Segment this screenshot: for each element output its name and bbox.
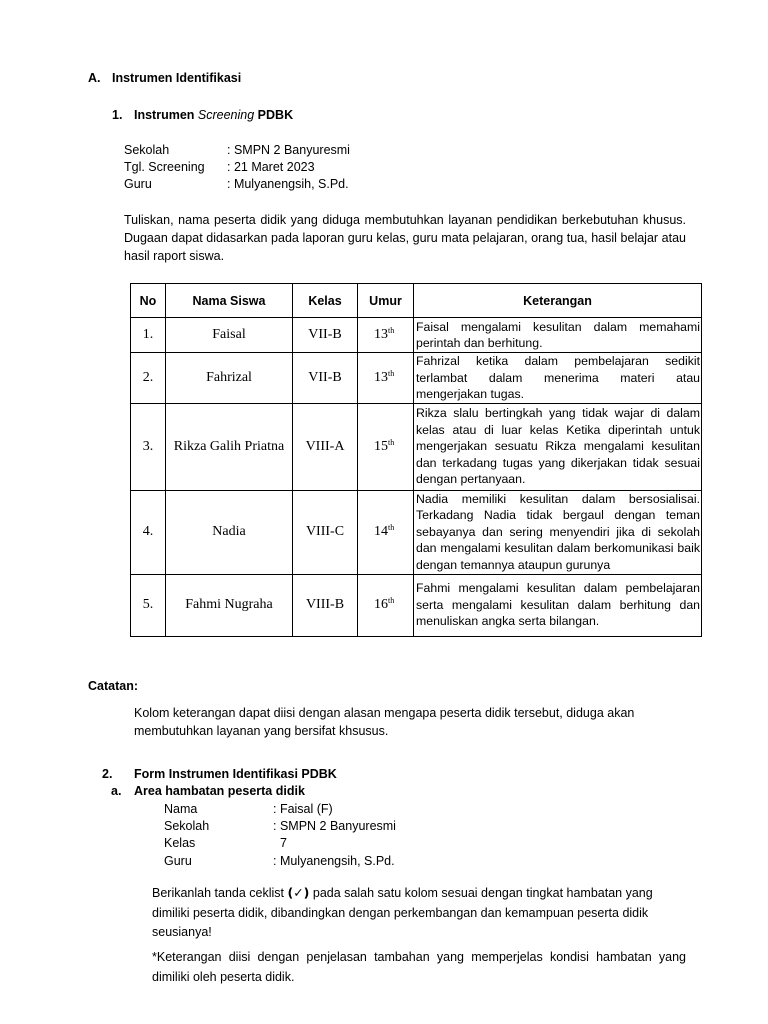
check-mark-icon: (✓) xyxy=(287,885,310,900)
item1-title xyxy=(134,107,293,123)
item2-title: Form Instrumen Identifikasi PDBK xyxy=(134,767,337,781)
item1-title-prefix: Instrumen xyxy=(134,108,198,122)
item2-number: 2. xyxy=(102,767,113,781)
cell-kelas: VII-B xyxy=(293,318,358,353)
info2-label-sekolah: Sekolah xyxy=(164,819,210,833)
info2-label-nama: Nama xyxy=(164,802,198,816)
cell-keterangan: Fahrizal ketika dalam pembelajaran sedikit terlambat dalam menerima materi atau mengerjakan tugas. xyxy=(414,353,702,404)
checklist-text-after: pada salah satu kolom sesuai dengan tingkat hambatan yang dimiliki peserta didik, dibandingkan dengan perkembangan dan kemampuan peserta didik seusianya! xyxy=(152,886,653,939)
cell-nama: Nadia xyxy=(166,490,293,574)
umur-suffix: th xyxy=(388,437,395,447)
catatan-text: Kolom keterangan dapat diisi dengan alasan mengapa peserta didik tersebut, diduga akan membutuhkan layanan yang bersifat khsusus. xyxy=(134,706,635,738)
table-row xyxy=(131,574,702,636)
umur-value: 14 xyxy=(374,524,388,539)
cell-no: 5. xyxy=(131,574,166,636)
umur-suffix: th xyxy=(388,368,395,378)
keterangan-note: *Keterangan diisi dengan penjelasan tambahan yang memperjelas kondisi hambatan yang dimiliki oleh peserta didik. xyxy=(152,950,686,984)
cell-nama: Fahmi Nugraha xyxy=(166,574,293,636)
instruction-paragraph: Tuliskan, nama peserta didik yang diduga membutuhkan layanan pendidikan berkebutuhan khusus. Dugaan dapat didasarkan pada laporan guru kelas, guru mata pelajaran, orang tua, hasil belajar atau hasil raport siswa. xyxy=(124,213,686,263)
cell-kelas: VIII-A xyxy=(293,403,358,490)
header-umur: Umur xyxy=(358,284,414,318)
umur-suffix: th xyxy=(388,596,395,605)
info1-label-tgl: Tgl. Screening xyxy=(124,160,205,174)
umur-value: 13 xyxy=(374,327,388,342)
item1-number: 1. xyxy=(112,108,123,122)
cell-umur xyxy=(358,574,414,636)
screening-table xyxy=(130,283,702,637)
cell-nama: Faisal xyxy=(166,318,293,353)
cell-keterangan: Rikza slalu bertingkah yang tidak wajar di dalam kelas atau di luar kelas Ketika diperintah untuk mengerjakan sesuatu Rikza mengalami kesulitan dan terkadang tugas yang dikerjakan tidak sesuai dengan pertanyaan. xyxy=(414,403,702,490)
info2-label-kelas: Kelas xyxy=(164,836,196,850)
header-no: No xyxy=(131,284,166,318)
cell-keterangan: Nadia memiliki kesulitan dalam bersosialisai. Terkadang Nadia tidak bergaul dengan teman sebayanya dan sering menyendiri jika di sekolah dan mengalami kesulitan dalam berkomunikasi baik dengan temannya ataupun gurunya xyxy=(414,490,702,574)
item1-title-italic: Screening xyxy=(197,108,255,122)
cell-umur xyxy=(358,403,414,490)
header-keterangan: Keterangan xyxy=(414,284,702,318)
cell-no: 3. xyxy=(131,403,166,490)
umur-value: 13 xyxy=(374,369,388,385)
info2-value-kelas: 7 xyxy=(273,836,287,850)
info1-label-guru: Guru xyxy=(124,177,152,191)
umur-suffix: th xyxy=(388,523,395,532)
section-a-letter: A. xyxy=(88,71,101,85)
table-row xyxy=(131,403,702,490)
checklist-instruction xyxy=(152,883,686,943)
umur-value: 15 xyxy=(374,438,388,454)
table-row xyxy=(131,490,702,574)
cell-umur xyxy=(358,353,414,404)
cell-umur xyxy=(358,490,414,574)
info2-label-guru: Guru xyxy=(164,854,192,868)
info1-value-tgl: : 21 Maret 2023 xyxy=(227,160,315,174)
table-row xyxy=(131,318,702,353)
cell-keterangan: Fahmi mengalami kesulitan dalam pembelajaran serta mengalami kesulitan dalam berhitung dan menuliskan angka serta bilangan. xyxy=(414,574,702,636)
header-nama: Nama Siswa xyxy=(166,284,293,318)
checklist-text-before: Berikanlah tanda ceklist xyxy=(152,886,288,900)
cell-no: 4. xyxy=(131,490,166,574)
table-row xyxy=(131,353,702,404)
info1-label-sekolah: Sekolah xyxy=(124,143,170,157)
cell-no: 1. xyxy=(131,318,166,353)
info1-value-sekolah: : SMPN 2 Banyuresmi xyxy=(227,143,350,157)
info2-value-sekolah: : SMPN 2 Banyuresmi xyxy=(273,819,396,833)
cell-no: 2. xyxy=(131,353,166,404)
item1-title-suffix: PDBK xyxy=(254,108,294,122)
info1-value-guru: : Mulyanengsih, S.Pd. xyxy=(227,177,349,191)
cell-kelas: VIII-C xyxy=(293,490,358,574)
info2-value-nama: : Faisal (F) xyxy=(273,802,333,816)
cell-kelas: VII-B xyxy=(293,353,358,404)
cell-nama: Rikza Galih Priatna xyxy=(166,403,293,490)
umur-suffix: th xyxy=(388,326,395,335)
cell-nama: Fahrizal xyxy=(166,353,293,404)
cell-keterangan: Faisal mengalami kesulitan dalam memahami perintah dan berhitung. xyxy=(414,318,702,353)
catatan-label: Catatan: xyxy=(88,679,139,693)
info2-value-guru: : Mulyanengsih, S.Pd. xyxy=(273,854,395,868)
header-kelas: Kelas xyxy=(293,284,358,318)
table-header-row xyxy=(131,284,702,318)
sub-a-letter: a. xyxy=(111,784,122,798)
umur-value: 16 xyxy=(374,597,388,612)
section-a-title: Instrumen Identifikasi xyxy=(112,71,242,85)
cell-kelas: VIII-B xyxy=(293,574,358,636)
cell-umur xyxy=(358,318,414,353)
sub-a-title: Area hambatan peserta didik xyxy=(134,784,305,798)
